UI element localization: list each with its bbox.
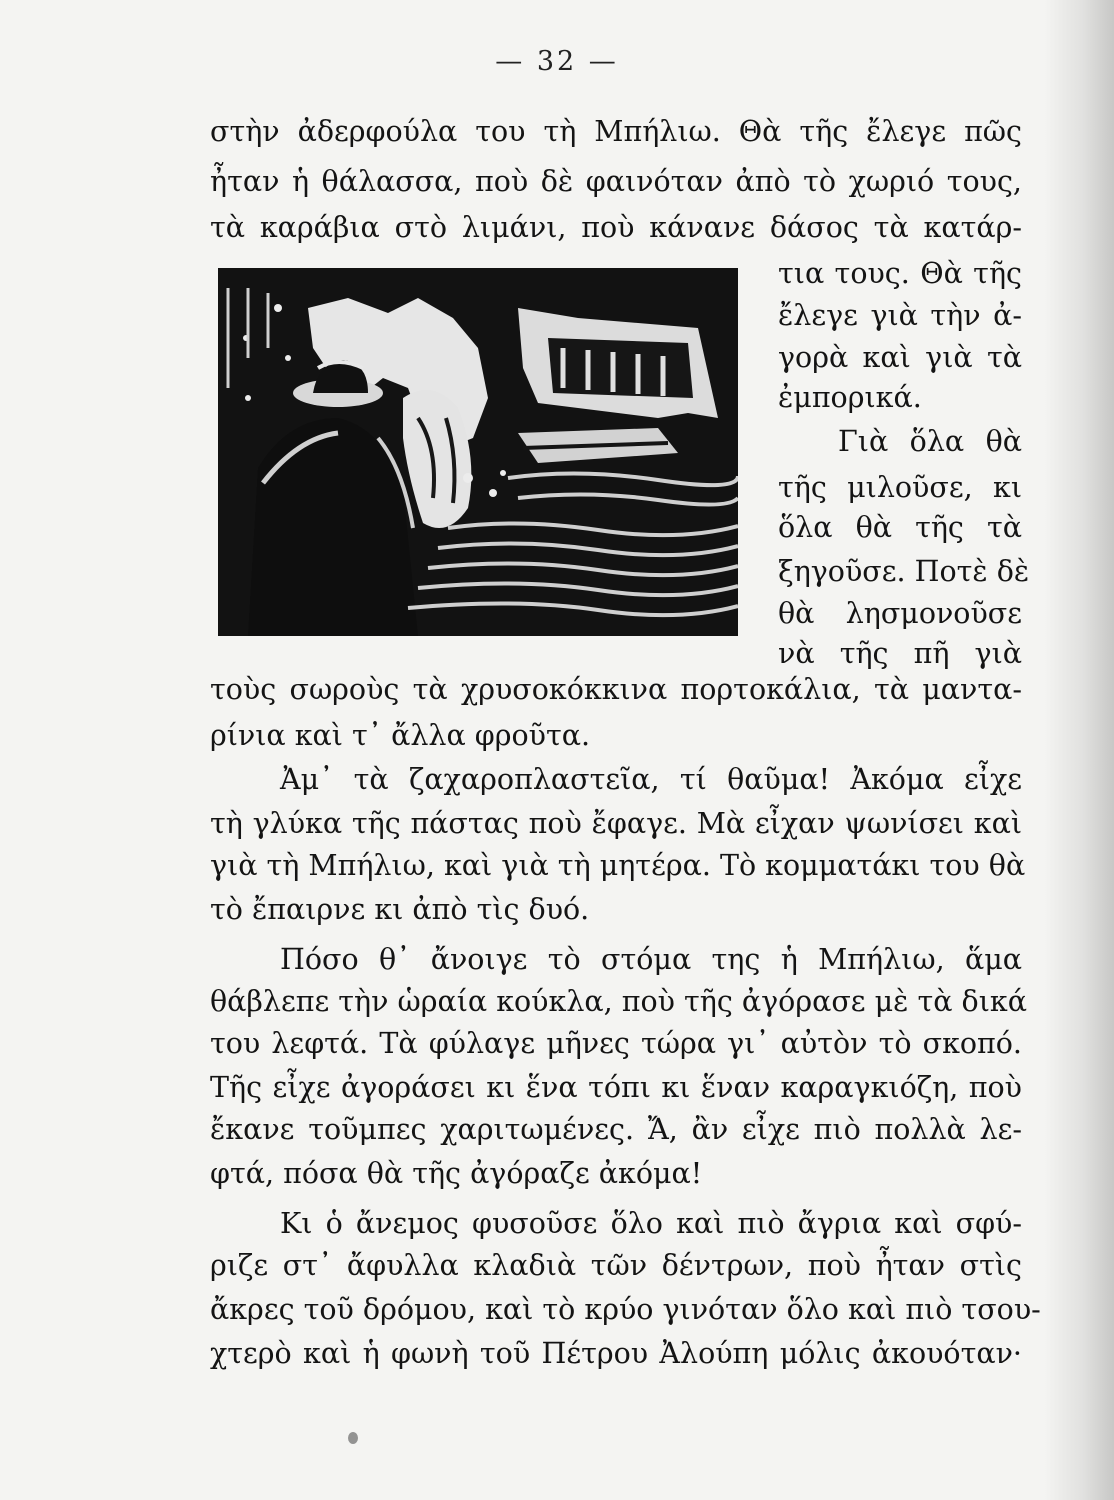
ink-speck xyxy=(348,1432,358,1444)
text-line: τὰ καράβια στὸ λιμάνι, ποὺ κάνανε δάσος τὰ κατάρ- xyxy=(210,211,1022,244)
text-line: Τῆς εἶχε ἀγοράσει κι ἕνα τόπι κι ἕναν καραγκιόζη, ποὺ xyxy=(210,1071,1022,1104)
text-line: ρίνια καὶ τ᾿ ἄλλα φροῦτα. xyxy=(210,719,591,752)
text-line: φτά, πόσα θὰ τῆς ἀγόραζε ἀκόμα! xyxy=(210,1157,703,1190)
text-line: τὴ γλύκα τῆς πάστας ποὺ ἔφαγε. Μὰ εἶχαν ψωνίσει καὶ xyxy=(210,807,1022,840)
text-line: χτερὸ καὶ ἡ φωνὴ τοῦ Πέτρου Ἀλούπη μόλις ἀκουόταν· xyxy=(210,1337,1022,1370)
text-line: νὰ τῆς πῆ γιὰ xyxy=(778,637,1022,670)
text-line: ἔλεγε γιὰ τὴν ἀ- xyxy=(778,299,1022,332)
text-line: ριζε στ᾿ ἄφυλλα κλαδιὰ τῶν δέντρων, ποὺ ἦταν στὶς xyxy=(210,1249,1022,1282)
text-line: τῆς μιλοῦσε, κι xyxy=(778,471,1022,504)
text-line: στὴν ἀδερφούλα του τὴ Μπήλιω. Θὰ τῆς ἔλεγε πῶς xyxy=(210,115,1022,148)
text-line: Κι ὁ ἄνεμος φυσοῦσε ὅλο καὶ πιὸ ἄγρια καὶ σφύ- xyxy=(280,1207,1022,1240)
text-line: ἐμπορικά. xyxy=(778,381,922,414)
text-line: τὸ ἔπαιρνε κι ἀπὸ τὶς δυό. xyxy=(210,893,590,926)
text-line: τια τους. Θὰ τῆς xyxy=(778,257,1022,290)
text-line: ἄκρες τοῦ δρόμου, καὶ τὸ κρύο γινόταν ὅλο καὶ πιὸ τσου- xyxy=(210,1293,1041,1326)
page-number: — 32 — xyxy=(495,46,619,77)
text-line: Γιὰ ὅλα θὰ xyxy=(838,425,1022,458)
text-line: Ἀμ᾿ τὰ ζαχαροπλαστεῖα, τί θαῦμα! Ἀκόμα εἶχε xyxy=(280,763,1022,796)
text-line: γιὰ τὴ Μπήλιω, καὶ γιὰ τὴ μητέρα. Τὸ κομματάκι του θὰ xyxy=(210,849,1026,882)
text-line: ξηγοῦσε. Ποτὲ δὲ xyxy=(778,555,1030,588)
text-line: ἔκανε τοῦμπες χαριτωμένες. Ἄ, ἂν εἶχε πιὸ πολλὰ λε- xyxy=(210,1113,1022,1146)
text-line: γορὰ καὶ γιὰ τὰ xyxy=(778,341,1022,374)
text-line: θὰ λησμονοῦσε xyxy=(778,597,1022,630)
text-line: τοὺς σωροὺς τὰ χρυσοκόκκινα πορτοκάλια, τὰ μαντα- xyxy=(210,673,1022,706)
text-line: Πόσο θ᾿ ἄνοιγε τὸ στόμα της ἡ Μπήλιω, ἅμα xyxy=(280,943,1022,976)
harbor-scene-image xyxy=(218,268,738,636)
text-line: θάβλεπε τὴν ὡραία κούκλα, ποὺ τῆς ἀγόρασε μὲ τὰ δικά xyxy=(210,985,1027,1018)
text-line: του λεφτά. Τὰ φύλαγε μῆνες τώρα γι᾿ αὐτὸν τὸ σκοπό. xyxy=(210,1027,1022,1060)
text-line: ὅλα θὰ τῆς τὰ xyxy=(778,511,1022,544)
text-line: ἦταν ἡ θάλασσα, ποὺ δὲ φαινόταν ἀπὸ τὸ χωριό τους, xyxy=(210,165,1022,198)
woodcut-illustration xyxy=(218,268,738,636)
